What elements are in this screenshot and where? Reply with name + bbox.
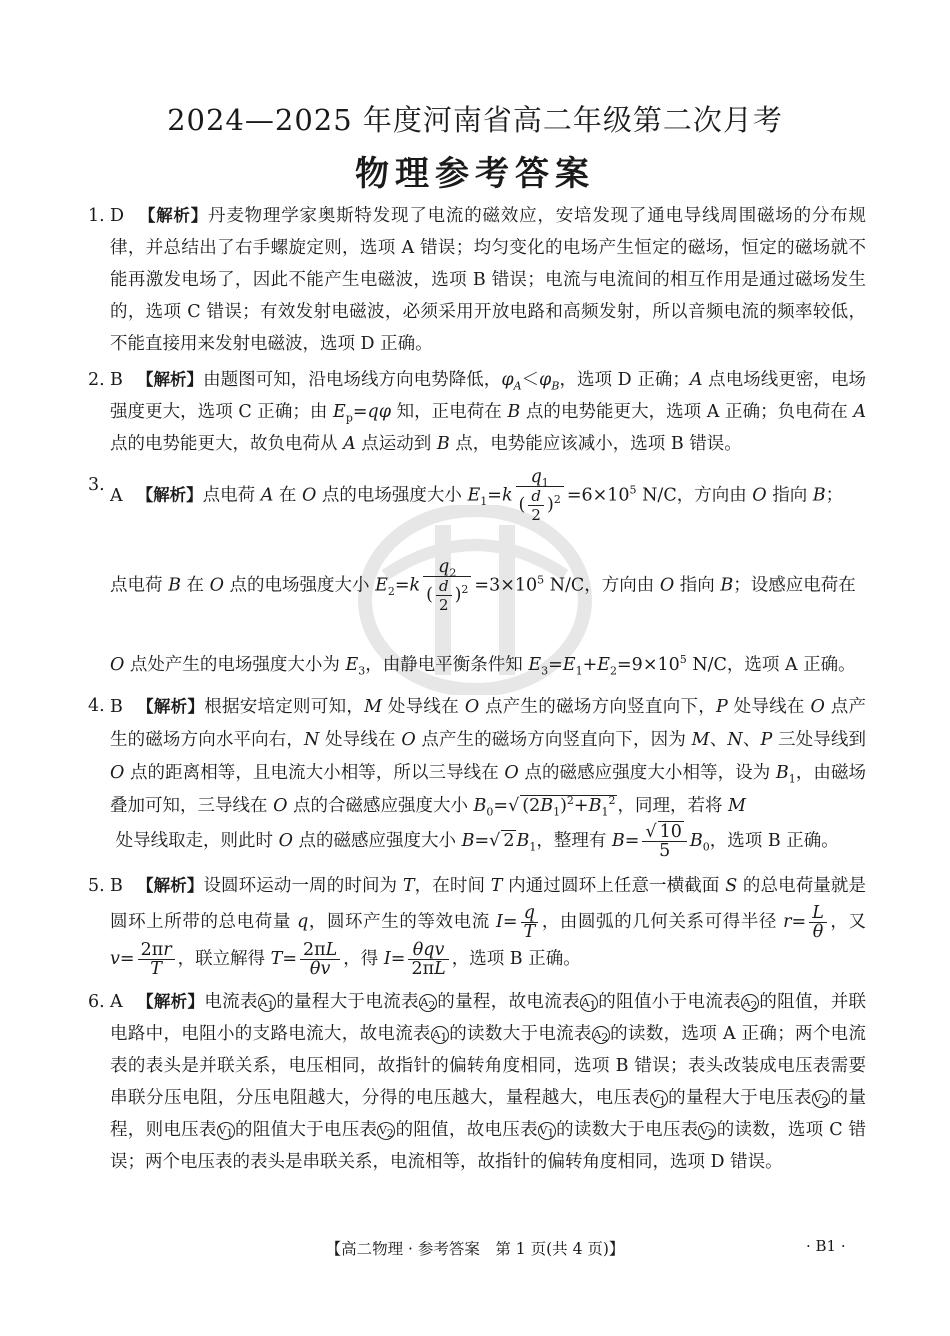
explanation-text: 的量程，故电流表	[436, 992, 580, 1012]
answer-content	[88, 200, 866, 1182]
explanation-text: 内通过圆环上任意一横截面	[502, 876, 726, 896]
explanation-text: ；	[825, 485, 844, 506]
explanation-text: ，整理有	[536, 831, 612, 851]
ammeter-a1-icon: $A_1$	[581, 996, 597, 1013]
question-number: 2.	[88, 370, 105, 390]
question-number: 5.	[88, 876, 105, 896]
explanation-text: ，由圆弧的几何关系可得半径	[541, 912, 784, 932]
explanation-text: 点处产生的电场强度大小为	[124, 655, 346, 675]
explanation-text: 点的电势能更大，故负电荷从	[110, 434, 344, 454]
analysis-tag: 【解析】	[136, 485, 203, 505]
answer-letter: B	[110, 697, 123, 717]
explanation-text: 点电荷	[110, 575, 169, 596]
explanation-text: 的读数大于电压表	[555, 1120, 699, 1140]
explanation-text: N/C，方向由	[636, 485, 753, 506]
explanation-text: 的量程大于电流表	[275, 992, 419, 1012]
explanation-text: 点的磁感应强度大小	[292, 831, 462, 851]
explanation-text: 的阻值，故电压表	[395, 1120, 538, 1140]
explanation-text: 的阻值大于电压表	[234, 1120, 378, 1140]
voltmeter-v2-icon: $V_2$	[699, 1124, 715, 1141]
explanation-text: 指向	[766, 485, 813, 506]
analysis-tag: 【解析】	[136, 992, 205, 1011]
explanation-text: N/C，选项 A 正确。	[686, 655, 856, 675]
fraction: $\frac{q}{T}$	[521, 904, 539, 941]
analysis-tag: 【解析】	[136, 876, 204, 895]
explanation-text: =3×10	[474, 575, 538, 596]
explanation-text: 三处导线到	[772, 730, 867, 750]
analysis-tag: 【解析】	[136, 697, 205, 716]
explanation-text: 点电荷	[202, 485, 261, 506]
explanation-text: 点的合磁感应强度大小	[287, 796, 474, 816]
explanation-text: 点的电场强度大小	[316, 485, 468, 506]
explanation-text: ，在时间	[414, 876, 491, 896]
explanation-text: 的量程，则电压表	[110, 1088, 867, 1140]
explanation-text: ；设感应电荷在	[733, 575, 856, 596]
explanation-text: ，选项 B 正确。	[451, 949, 581, 969]
ammeter-a1-icon: $A_1$	[432, 1028, 448, 1045]
answer-letter: B	[110, 370, 123, 390]
explanation-text: ，圆环产生的等效电流	[308, 912, 496, 932]
explanation-text: 点的电场强度大小	[223, 575, 376, 596]
explanation-text: 点产生的磁场方向水平向右，	[110, 697, 866, 750]
explanation-text: ，联立解得	[177, 949, 271, 969]
explanation-text: 的读数，选项 C 错误；两个电压表的表头是串联关系，电流相等，故指针的偏转角度相同，选项 D 错误。	[110, 1120, 867, 1172]
voltmeter-v2-icon: $V_2$	[813, 1092, 829, 1109]
answer-letter: D	[110, 206, 125, 226]
explanation-text: 处导线在	[727, 697, 811, 717]
explanation-text: 处导线在	[382, 697, 465, 717]
question-3: 3. A 【解析】点电荷 A 在 O 点的电场强度大小 $E_1=k$ $q_1$ ( $\frac{d}{2}$ )$^2$ $=6\times 10^5$ N/C，方向由 O 指向 B； 点电荷 B 在 O 点的电场强度大小 $E_2=k$ $q_2$ ( $\frac{d}{2}$ )$^2$ $=3\times 10^5$ N/C，方向由 O 指向 B；设感应电荷在 O 点处产生的电场强度大小为 $E_3$，由静电平衡条件知 $E_3=E_1+E_2=9\times 10^5$ N/C，选项 A 正确。	[88, 467, 856, 678]
explanation-text: 电流表	[204, 992, 258, 1012]
explanation-text: 由题图可知，沿电场线方向电势降低，	[203, 370, 502, 390]
explanation-text: 点的电势能更大，选项 A 正确；负电荷在	[520, 402, 854, 422]
explanation-text: 根据安培定则可知，	[204, 697, 365, 717]
voltmeter-v1-icon: $V_1$	[218, 1124, 234, 1141]
question-5: 5. B 【解析】设圆环运动一周的时间为 T，在时间 T 内通过圆环上任意一横截面 S 的总电荷量就是圆环上所带的总电荷量 q，圆环产生的等效电流 I= $\frac{q}{T}$ ，由圆弧的几何关系可得半径 r= $\frac{L}{\theta}$ ，又 v= $\frac{2\pi r}{T}$ ，联立解得 T= $\frac{2\pi L}{\theta v}$ ，得 I= $\frac{\text{θqv}}{2\pi L}$ ，选项 B 正确。	[88, 868, 866, 978]
explanation-text: 丹麦物理学家奥斯特发现了电流的磁效应，安培发现了通电导线周围磁场的分布规律，并总结出了右手螺旋定则，选项 A 错误；均匀变化的电场产生恒定的磁场，恒定的磁场就不能再激发电场了，因此不能产生电磁波，选项 B 错误；电流与电流间的相互作用是通过磁场发生的，选项 C 错误；有效发射电磁波，必须采用开放电路和高频发射，所以音频电流的频率较低，不能直接用来发射电磁波，选项 D 正确。	[110, 206, 867, 354]
explanation-text: 知，正电荷在	[391, 402, 508, 422]
answer-letter: A	[110, 485, 123, 506]
ammeter-a1-icon: $A_1$	[259, 996, 275, 1013]
explanation-text: =9×10	[617, 655, 680, 675]
page-code: · B1 ·	[806, 1237, 846, 1255]
question-number: 3.	[88, 475, 105, 495]
question-1	[88, 200, 866, 360]
fraction: $\frac{2\pi r}{T}$	[138, 941, 175, 978]
question-6	[88, 986, 866, 1178]
question-number: 6.	[88, 992, 105, 1012]
analysis-tag: 【解析】	[138, 206, 209, 225]
explanation-text: ，又	[829, 912, 867, 932]
fraction: $\frac{√ 10}{5}$	[642, 823, 686, 860]
explanation-text: ，由磁场叠加可知，三导线在	[110, 763, 867, 816]
ammeter-a2-icon: $A_2$	[420, 996, 436, 1013]
voltmeter-v1-icon: $V_1$	[651, 1092, 667, 1109]
question-number: 1.	[88, 206, 105, 226]
explanation-text: 点的磁感应强度大小相等，设为	[518, 763, 776, 783]
explanation-text: 的总电荷量就是圆环上所带的总电荷量	[110, 876, 867, 932]
explanation-text: 的量程大于电压表	[667, 1088, 813, 1108]
analysis-tag: 【解析】	[136, 370, 204, 389]
voltmeter-v1-icon: $V_1$	[539, 1124, 555, 1141]
question-number: 4.	[88, 696, 105, 716]
explanation-text: =6×10	[566, 485, 630, 506]
explanation-text: 点电场线更密，电场强度更大，选项 C 正确；由	[110, 370, 867, 422]
ammeter-a2-icon: $A_2$	[593, 1028, 609, 1045]
fraction: $q_1$ ( $\frac{d}{2}$ )$^2$	[516, 468, 564, 524]
explanation-text: 点运动到	[355, 434, 437, 454]
explanation-text: 在	[180, 575, 210, 596]
explanation-text: 点产生的磁场方向竖直向下，	[479, 697, 716, 717]
fraction: $\frac{\text{θqv}}{2\pi L}$	[408, 941, 448, 978]
fraction: $q_2$ ( $\frac{d}{2}$ )$^2$	[423, 558, 471, 614]
explanation-text: 在	[273, 485, 302, 506]
explanation-text: 设圆环运动一周的时间为	[203, 876, 403, 896]
explanation-text: 处导线在	[319, 730, 402, 750]
fraction: $\frac{2\pi L}{\theta v}$	[300, 941, 340, 978]
ammeter-a2-icon: $A_2$	[742, 996, 758, 1013]
explanation-text: ，得	[343, 949, 384, 969]
explanation-text: 点产生的磁场方向竖直向下，因为	[415, 730, 692, 750]
answer-letter: B	[110, 876, 123, 896]
page-footer: 【高二物理 · 参考答案 第 1 页(共 4 页)】	[325, 1240, 625, 1258]
fraction: $\frac{L}{\theta}$	[809, 904, 827, 941]
explanation-text: 点，电势能应该减小，选项 B 错误。	[449, 434, 742, 454]
explanation-text: 点的距离相等，且电流大小相等，所以三导线在	[124, 763, 505, 783]
explanation-text: ，选项 D 正确；	[559, 370, 690, 390]
question-2: 2. B 【解析】由题图可知，沿电场线方向电势降低，$\varphi_A<\varphi_B$，选项 D 正确；A 点电场线更密，电场强度更大，选项 C 正确；由 $E_p=q\varphi$ 知，正电荷在 B 点的电势能更大，选项 A 正确；负电荷在 A 点的电势能更大，故负电荷从 A 点运动到 B 点，电势能应该减小，选项 B 错误。	[88, 364, 866, 460]
explanation-text: ，由静电平衡条件知	[365, 655, 529, 675]
explanation-text: 的读数，选项 A 正确；两个电流表的表头是并联关系，电压相同，故指针的偏转角度相同，选项 B 错误；表头改装成电压表需要串联分压电阻，分压电阻越大，分得的电压越大，量程越大，电压表	[110, 1024, 867, 1108]
explanation-text: 的阻值，并联电路中，电阻小的支路电流大，故电流表	[110, 992, 867, 1044]
explanation-text: ，选项 B 正确。	[709, 831, 839, 851]
explanation-text: 的阻值小于电流表	[597, 992, 741, 1012]
explanation-text: N/C，方向由	[544, 575, 660, 596]
explanation-text: 指向	[674, 575, 721, 596]
explanation-text: 处导线取走，则此时	[110, 831, 279, 851]
page-title-line2: 物理参考答案	[355, 154, 595, 194]
explanation-text: ，同理，若将	[617, 796, 729, 816]
voltmeter-v2-icon: $V_2$	[378, 1124, 394, 1141]
page-title-line1: 2024—2025 年度河南省高二年级第二次月考	[167, 103, 783, 137]
answer-letter: A	[110, 992, 123, 1012]
explanation-text: 的读数大于电流表	[448, 1024, 592, 1044]
question-4: 4. B 【解析】根据安培定则可知，M 处导线在 O 点产生的磁场方向竖直向下，P 处导线在 O 点产生的磁场方向水平向右，N 处导线在 O 点产生的磁场方向竖直向下，因为 M、N、P 三处导线到 O 点的距离相等，且电流大小相等，所以三导线在 O 点的磁感应强度大小相等，设为 $B_1$，由磁场叠加可知，三导线在 O 点的合磁感应强度大小 $B_0=√$ $(2B_1)^2+B_1^2$ ，同理，若将 M 处导线取走，则此时 O 点的磁感应强度大小 B=√ 2 $B_1$，整理有 B= $\frac{√ 10}{5}$ $B_0$，选项 B 正确。	[88, 690, 866, 860]
